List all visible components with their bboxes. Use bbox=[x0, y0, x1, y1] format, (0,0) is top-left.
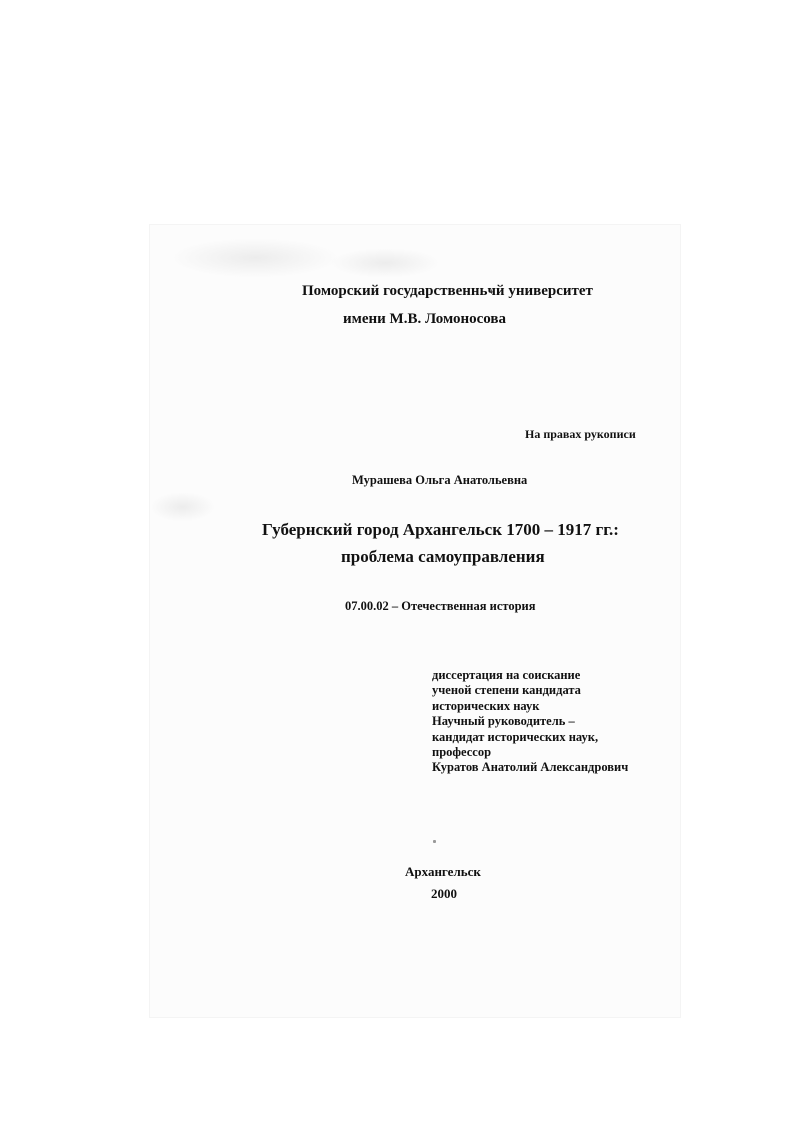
scan-smudge bbox=[330, 248, 440, 278]
scan-smudge bbox=[170, 238, 340, 278]
scan-smudge bbox=[150, 492, 215, 522]
degree-info-line: профессор bbox=[432, 745, 492, 760]
document-page bbox=[150, 225, 680, 1017]
degree-info-block bbox=[432, 668, 628, 776]
university-name: Поморский государственньҹй университет bbox=[302, 283, 593, 299]
scan-speck bbox=[433, 840, 436, 843]
dissertation-title-continued: проблема самоуправления bbox=[341, 547, 545, 566]
degree-info-line: кандидат исторических наук, bbox=[432, 729, 599, 744]
author-name: Мурашева Ольга Анатольевна bbox=[352, 473, 528, 487]
city: Архангельск bbox=[405, 864, 481, 879]
specialty-code: 07.00.02 – Отечественная история bbox=[345, 599, 536, 613]
degree-info-line: исторических наук bbox=[432, 698, 540, 713]
degree-info-line: ученой степени кандидата bbox=[432, 683, 581, 698]
dissertation-title: Губернский город Архангельск 1700 – 1917 гг.: bbox=[262, 520, 619, 539]
degree-info-line: Куратов Анатолий Александрович bbox=[432, 760, 629, 775]
manuscript-rights-note: На правах рукописи bbox=[525, 427, 636, 441]
year: 2000 bbox=[431, 886, 457, 901]
degree-info-line: Научный руководитель – bbox=[432, 714, 575, 729]
degree-info-line: диссертация на соискание bbox=[432, 668, 581, 682]
university-name-continued: имени М.В. Ломоносова bbox=[343, 311, 507, 327]
